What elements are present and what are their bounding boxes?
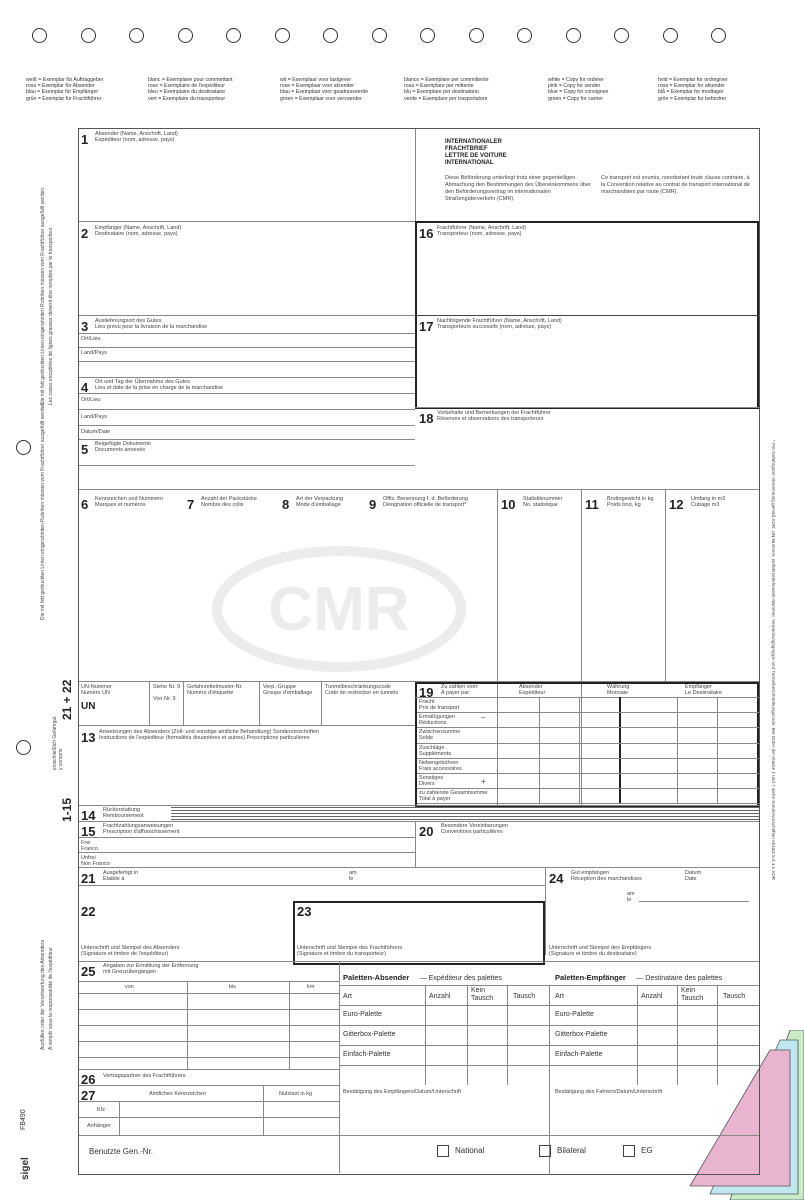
side-note-bold-lines: Die mit fett gedruckten Linien eingerahmten Rubriken müssen vom Frachtführer ausgefüllt werden. [40, 186, 46, 405]
pallet-receiver-confirm: Bestätigung des Fahrers/Datum/Unterschrift [555, 1089, 663, 1095]
field-19-label: 19 Zu zahlen vom: A payer par: [419, 684, 479, 700]
product-code: FB490 [20, 1109, 27, 1130]
copy-legend-column: hvid = Exemplar for ordregiver rosa = Exemplar for afsender blå = Exemplar for modtager grön = Exemplar for befordrer [658, 77, 728, 102]
field-24-sig: Unterschrift und Stempel des Empfängers [549, 945, 652, 951]
punch-hole [372, 28, 387, 43]
field-22-sig: Unterschrift und Stempel des Absenders [81, 945, 180, 951]
punch-hole [323, 28, 338, 43]
form-title: INTERNATIONALER FRACHTBRIEF LETTRE DE VOITURE INTERNATIONAL [445, 139, 507, 166]
field-12-label: 12 Umfang in m3 Cubage m3 [669, 496, 726, 512]
field-3-land: Land/Pays [81, 350, 107, 356]
field-4-label: 4 Ort und Tag der Übernahme des Gutes Lieu et date de la prise en charge de la marchandise [81, 379, 224, 395]
cmr-note-fr: Ce transport est soumis, nonobstant toute clause contraire, à la Convention relative au contrat de transport international de marchandises par route (CMR). [601, 175, 750, 195]
field-7-label: 7 Anzahl der Packstücke Nombre des colis [187, 496, 257, 512]
field-24-label: 24 Gut empfangen Réception des marchandises [549, 870, 642, 886]
field-19-row-label: zu zahlende Gesamtsumme Total à payer [419, 790, 488, 803]
punch-hole [663, 28, 678, 43]
side-note-responsibility: Ausfüllen unter der Verantwortung des Absenders [40, 939, 46, 1050]
side-label-21-22: 21 + 22 [60, 679, 74, 720]
field-23-sig-fr: (Signature et timbre du transporteur) [297, 951, 386, 957]
field-14-label: 14 Rückerstattung Remboursement [81, 807, 144, 823]
checkbox-national[interactable] [437, 1145, 449, 1157]
pallet-row-label: Euro-Palette [343, 1011, 382, 1018]
cmr-watermark-text: CMR [268, 575, 410, 644]
field-19-row-label: Zuschläge Suppléments [419, 744, 452, 757]
checkbox-bilateral[interactable] [539, 1145, 551, 1157]
pallet-sender-confirm: Bestätigung des Empfängers/Datum/Unterschrift [343, 1089, 462, 1095]
cmr-watermark [209, 544, 469, 674]
pallet-row-label: Gitterbox-Palette [343, 1031, 396, 1038]
punch-hole [517, 28, 532, 43]
eg-checkbox[interactable]: EG [623, 1145, 653, 1157]
field-21-label: 21 Ausgefertigt in Etablie à [81, 870, 139, 886]
field-19-row-label: Zwischensumme Solde [419, 729, 461, 742]
field-14-hatched [171, 807, 759, 821]
field-3-label: 3 Auslieferungsort des Gutes Lieu prévu pour la livraison de la marchandise [81, 318, 208, 334]
punch-hole [129, 28, 144, 43]
field-11-label: 11 Bruttogewicht in kg Poids brut, kg [585, 496, 654, 512]
field-19-row-label: Sonstiges Divers [419, 775, 444, 787]
punch-hole [226, 28, 241, 43]
field-9-label: 9 Offiz. Benennung f. d. Beförderung Désignation officielle de transport* [369, 496, 468, 512]
checkbox-eg[interactable] [623, 1145, 635, 1157]
field-10-label: 10 Statistiknummer No. statistique [501, 496, 563, 512]
brand-logo: sigel [20, 1157, 31, 1180]
national-checkbox[interactable]: National [437, 1145, 484, 1157]
punch-hole [614, 28, 629, 43]
copy-legend-column: wit = Exemplaar voor lastgever rose = Exemplaar voor afzender blau = Exemplaar voor geadresseerde groen = Exemplaar voor vervoerder [280, 77, 369, 102]
field-22-label: 22 [81, 904, 96, 919]
binding-hole [16, 440, 31, 455]
field-13-label: 13 Anweisungen des Absenders (Zoll- und sonstige amtliche Behandlung) Sondervorschriften Instructions de l'expéditeur (formalités douanières et autres) Prescriptions particulières [81, 729, 320, 745]
field-4-land: Land/Pays [81, 414, 107, 420]
field-19-row-label: Fracht Prix de transport [419, 699, 460, 711]
field-27-label: 27 [81, 1088, 96, 1103]
field-18-label: 18 Vorbehalte und Bemerkungen der Frachtführer Réserves et observations des transporteurs [419, 410, 551, 426]
punch-hole [81, 28, 96, 43]
field-1-label: 1 Absender (Name, Anschrift, Land) Expéditeur (nom, adresse, pays) [81, 131, 178, 147]
field-6-label: 6 Kennzeichen und Nummern Marques et numéros [81, 496, 164, 512]
un-label: UN [81, 701, 96, 712]
side-note-dangerous-fr: y compris [58, 748, 64, 770]
field-17-label: 17 Nachfolgende Frachtführer (Name, Anschrift, Land) Transporteurs successifs (nom, adresse, pays) [419, 318, 562, 334]
field-3-ort: Ort/Lieu [81, 336, 101, 342]
field-22-sig-fr: (Signature et timbre de l'expéditeur) [81, 951, 169, 957]
pallet-sender-title: Paletten-Absender — Expéditeur des palettes [343, 973, 502, 982]
field-25-label: 25 Angaben zur Ermittlung der Entfernung mit Grenzübergängen [81, 963, 199, 979]
side-note-bold-lines-fr: Les cases encadrées de lignes grasses doivent être remplies par le transporteur. [48, 226, 54, 405]
punch-hole [566, 28, 581, 43]
field-15-label: 15 Frachtzahlungsanweisungen Prescription d'affranchissement [81, 823, 180, 839]
cmr-note-de: Diese Beförderung unterliegt trotz einer gegenteiligen Abmachung den Bestimmungen des Übereinkommens über den Beförderungsvertrag im internationalen Straßengüterverkehr (CMR). [445, 175, 591, 202]
side-note-carrier: Die mit fett gedruckten Linien eingerahmten Rubriken müssen vom Frachtführer ausgefüllt werden. [40, 401, 46, 620]
punch-hole [469, 28, 484, 43]
side-note-dangerous-goods: * Für Gefahrgüter: Benennung gemäß ADR: UN-Nummer, Gefahrzettelmuster-Nummer, Verpackungsgruppe und Tunnelbeschränkungscode. Bei Güter der Klasse 1 und 7 siehe Sondervorschriften Absatz 5.4.1.1 ADR [771, 440, 776, 880]
field-24-sig-fr: (Signature et timbre du destinataire) [549, 951, 637, 957]
field-23-sig: Unterschrift und Stempel des Frachtführers [297, 945, 403, 951]
field-16-label: 16 Frachtführer (Name, Anschrift, Land) Transporteur (nom, adresse, pays) [419, 225, 527, 241]
field-19-row-label: Nebengebühren Frais accessoires [419, 759, 462, 772]
bilateral-checkbox[interactable]: Bilateral [539, 1145, 586, 1157]
punch-hole [420, 28, 435, 43]
punch-hole [32, 28, 47, 43]
field-4-datum: Datum/Date [81, 429, 111, 435]
copy-legend-column: blanco = Esemplare per committente rosa = Esemplare per mittente blu = Esemplare per destinatario verde = Esemplare per trasportatore [404, 77, 489, 102]
field-19-row-label: Ermäßigungen Réductions [419, 714, 456, 727]
pallet-row-label: Einfach-Palette [555, 1051, 603, 1058]
adr-row: UN-Nummer Numéro UN UN Siehe Nr. 9 Voir Nr. 9 Gefahrzettelmuster-Nr. Numéro d'étiquette Verp.-Gruppe Groupe d'emballage Tunnelbeschränkungscode Code de restriction en tunnels [79, 681, 415, 725]
field-4-ort: Ort/Lieu [81, 397, 101, 403]
side-label-1-15: 1-15 [60, 797, 74, 822]
field-5-label: 5 Beigefügte Dokumente Documents annexés [81, 441, 151, 457]
cmr-form: CMR 1 Absender (Name, Anschrift, Land) Expéditeur (nom, adresse, pays) INTERNATIONALER FRACHTBRIEF LETTRE DE VOITURE INTERNATIONAL Diese Beförderung unterliegt trotz einer gegenteiligen Abmachung den Bestimmungen des Übereinkommens über den Beförderungsvertrag im internationalen Straßengüterverkehr (CMR). Ce transport est soumis, nonobstant toute clause contraire, à la Convention relative au contrat de transport international de marchandises par route (CMR). 2 Empfänger (Name, Anschrift, Land) Destinataire (nom, adresse, pays) 16 Frachtführer (Name, Anschrift, Land) Transporteur (nom, adresse, pays) 17 Nachfolgende Frachtführer (Name, Anschrift, Land) Transporteurs successifs (nom, adresse, pays) 18 Vorbehalte und Bemerkungen der Frachtführer Réserves et observations des transporteurs 3 Auslieferungsort des Gutes Lieu prévu pour la livraison de la marchandise Ort/Lieu Land/Pays 4 Ort und Tag der Übernahme des Gutes Lieu et date de la prise en charge de la marchandise Ort/Lieu Land/Pays Datum/Date 5 Beigefügte Dokumente Documents annexés 6 Kennzeichen und Nummern Marques et numéros 7 Anzahl der Packstücke Nombre des colis 8 Art der Verpackung Mode d'emballage 9 Offiz. Benennung f. d. Beförderung Désignation officielle de transport* 10 Statistiknummer No. statistique 11 Bruttogewicht in kg Poids brut, kg 12 Umfang in m3 Cubage m3 UN-Nummer Numéro UN UN Siehe Nr. 9 Voir Nr. 9 Gefahrzettelmuster-Nr. Numéro d'étiquette Verp.-Gruppe Groupe d'emballage Tunnelbeschränkungscode Code de restriction en tunnels 19 Zu zahlen vom: A payer par: Absender Expéditeur Währung Monnaie Empfänger Le Destinataire Fracht Prix de transport Ermäßigungen Réductions Zwischensumme Solde Zuschläge Suppléments Nebengebühren Frais accessoires Sonstiges Divers zu zahlende Gesamtsumme Total à payer – + 13 Anweisungen des Absenders (Zoll- und sonstige amtliche Behandlung) Sondervorschriften Instructions de l'expéditeur (formalités douanières et autres) Prescriptions particulières 14 Rückerstattung Remboursement 15 Frachtzahlungsanweisungen Prescription d'affranchissement Frei Franco Unfrei Non Franco 20 Besondere Vereinbarungen Conventions particulières 21 Ausgefertigt in Etablie à am le 22 Unterschrift und Stempel des Absenders (Signature et timbre de l'expéditeur) 23 Unterschrift und Stempel des Frachtführers (Signature et timbre du transporteur) 24 Gut empfangen Réception des marchandises Datum Date am le Unterschrift und Stempel des Empfängers (Signature et timbre du destinataire) 25 Angaben zur Ermittlung der Entfernung mit Grenzübergängen von bis km Paletten-Absender — Expéditeur des palettes Art Anzahl Kein Tausch Tausch Euro-Palette Gitterbox-Palette Einfach-Palette Bestätigung des Empfängers/Datum/Unterschrift Paletten-Empfänger — Destinataire des palettes Art Anzahl Kein Tausch Tausch Euro-Palette Gitterbox-Palette Einfach-Palette Bestätigung des Fahrers/Datum/Unterschrift 26 Vertragspartner des Frachtführers 27 Amtliches Kennzeichen Nutzlast in kg Kfz Anhänger Benutzte Gen.-Nr. National Bilateral EG [78, 128, 760, 1175]
punch-hole [178, 28, 193, 43]
copy-legend-column: white = Copy for orderer pink = Copy for sender blue = Copy for consignee green = Copy for carrier [548, 77, 609, 102]
field-8-label: 8 Art der Verpackung Mode d'emballage [282, 496, 344, 512]
copy-legend-column: blanc = Exemplaire pour commettant rose = Exemplaire de l'expéditeur bleu = Exemplaire du destinataire vert = Exemplaire du transporteur [148, 77, 233, 102]
field-20-label: 20 Besondere Vereinbarungen Conventions particulières [419, 823, 508, 839]
footer-gen-nr: Benutzte Gen.-Nr. [89, 1147, 154, 1156]
field-26-label: 26 Vertragspartner des Frachtführers [81, 1072, 186, 1087]
punch-hole [711, 28, 726, 43]
side-note-responsibility-fr: A remplir sous la responsabilité de l'expéditeur [48, 947, 54, 1050]
punch-hole [275, 28, 290, 43]
field-23-label: 23 [297, 904, 312, 919]
side-note-dangerous: einschließlich Gefahrgut [52, 716, 58, 770]
copy-legend-column: weiß = Exemplar für Auftraggeber rosa = Exemplar für Absender blau = Exemplar für Empfänger grün = Exemplar für Frachtführer [26, 77, 104, 102]
pallet-row-label: Einfach-Palette [343, 1051, 391, 1058]
field-2-label: 2 Empfänger (Name, Anschrift, Land) Destinataire (nom, adresse, pays) [81, 225, 182, 241]
binding-hole [16, 740, 31, 755]
pallet-receiver-title: Paletten-Empfänger — Destinataire des palettes [555, 973, 723, 982]
pallet-row-label: Euro-Palette [555, 1011, 594, 1018]
pallet-row-label: Gitterbox-Palette [555, 1031, 608, 1038]
